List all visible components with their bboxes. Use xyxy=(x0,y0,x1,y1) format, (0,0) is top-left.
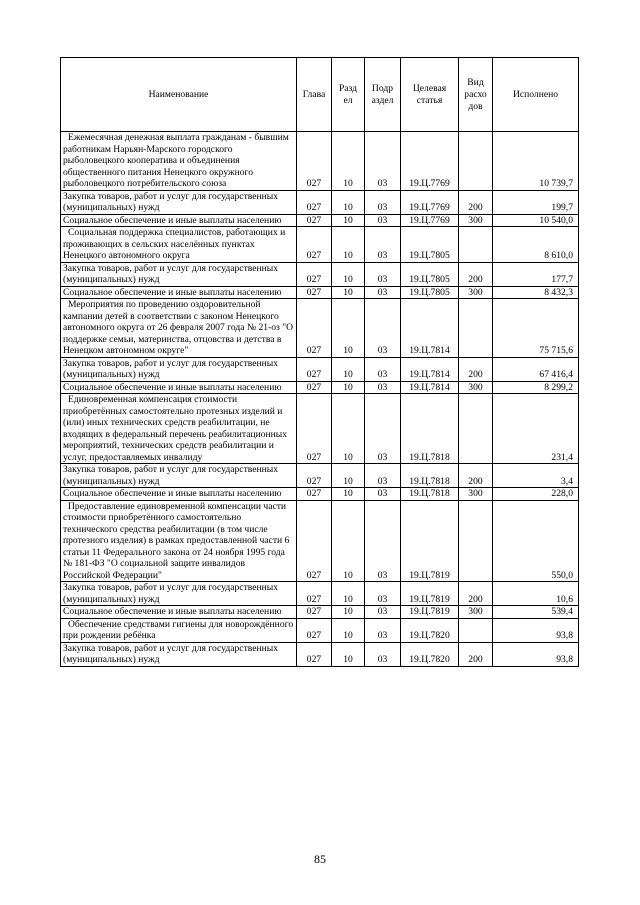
row-chapter-cell: 027 xyxy=(297,262,332,286)
row-chapter-cell: 027 xyxy=(297,227,332,263)
table-row xyxy=(61,214,579,227)
row-expense-type-cell: 200 xyxy=(459,642,493,666)
row-name-cell: Социальное обеспечение и иные выплаты населению xyxy=(61,214,297,227)
budget-execution-table xyxy=(60,57,579,667)
header-section: Разд ел xyxy=(332,58,365,132)
row-expense-type-cell xyxy=(459,394,493,464)
row-executed-cell: 228,0 xyxy=(493,488,579,501)
table-row xyxy=(61,488,579,501)
row-target-cell: 19.Ц.7805 xyxy=(401,286,459,299)
row-expense-type-cell: 300 xyxy=(459,606,493,619)
row-chapter-cell: 027 xyxy=(297,464,332,488)
row-expense-type-cell: 200 xyxy=(459,262,493,286)
table-row xyxy=(61,464,579,488)
table-row xyxy=(61,606,579,619)
row-target-cell: 19.Ц.7769 xyxy=(401,214,459,227)
row-subsection-cell: 03 xyxy=(365,286,401,299)
row-expense-type-cell: 200 xyxy=(459,357,493,381)
row-executed-cell: 8 299,2 xyxy=(493,381,579,394)
row-subsection-cell: 03 xyxy=(365,464,401,488)
row-target-cell: 19.Ц.7819 xyxy=(401,500,459,582)
row-name-cell: Ежемесячная денежная выплата гражданам - бывшим работникам Нарьян-Марского городского рыболовецкого кооператива и объединения общественного питания Ненецкого окружного рыболовецкого потребительского союза xyxy=(61,132,297,191)
row-executed-cell: 10 540,0 xyxy=(493,214,579,227)
row-expense-type-cell xyxy=(459,500,493,582)
header-executed: Исполнено xyxy=(493,58,579,132)
table-header-row xyxy=(61,58,579,132)
row-subsection-cell: 03 xyxy=(365,606,401,619)
header-subsection: Подр аздел xyxy=(365,58,401,132)
row-section-cell: 10 xyxy=(332,132,365,191)
table-row xyxy=(61,299,579,358)
row-section-cell: 10 xyxy=(332,190,365,214)
row-section-cell: 10 xyxy=(332,357,365,381)
row-target-cell: 19.Ц.7819 xyxy=(401,606,459,619)
row-section-cell: 10 xyxy=(332,381,365,394)
table-row xyxy=(61,286,579,299)
row-target-cell: 19.Ц.7818 xyxy=(401,394,459,464)
table-row xyxy=(61,190,579,214)
row-executed-cell: 550,0 xyxy=(493,500,579,582)
row-expense-type-cell xyxy=(459,299,493,358)
row-section-cell: 10 xyxy=(332,606,365,619)
row-chapter-cell: 027 xyxy=(297,394,332,464)
row-target-cell: 19.Ц.7769 xyxy=(401,132,459,191)
table-row xyxy=(61,618,579,642)
row-section-cell: 10 xyxy=(332,262,365,286)
row-subsection-cell: 03 xyxy=(365,500,401,582)
row-executed-cell: 75 715,6 xyxy=(493,299,579,358)
row-target-cell: 19.Ц.7814 xyxy=(401,299,459,358)
row-executed-cell: 231,4 xyxy=(493,394,579,464)
table-row xyxy=(61,381,579,394)
header-target-article: Целевая статья xyxy=(401,58,459,132)
table-row xyxy=(61,357,579,381)
row-chapter-cell: 027 xyxy=(297,381,332,394)
header-expense-type: Вид расхо дов xyxy=(459,58,493,132)
row-subsection-cell: 03 xyxy=(365,214,401,227)
row-chapter-cell: 027 xyxy=(297,299,332,358)
row-name-cell: Предоставление единовременной компенсации части стоимости приобретённого самостоятельно технического средства реабилитации (в том числе протезного изделия) в рамках предоставленной части 6 статьи 11 Федерального закона от 24 ноября 1995 года № 181-ФЗ "О социальной защите инвалидов Российской Федерации" xyxy=(61,500,297,582)
row-target-cell: 19.Ц.7814 xyxy=(401,357,459,381)
row-name-cell: Закупка товаров, работ и услуг для государственных (муниципальных) нужд xyxy=(61,190,297,214)
row-subsection-cell: 03 xyxy=(365,582,401,606)
row-executed-cell: 539,4 xyxy=(493,606,579,619)
table-row xyxy=(61,500,579,582)
row-name-cell: Закупка товаров, работ и услуг для государственных (муниципальных) нужд xyxy=(61,262,297,286)
row-target-cell: 19.Ц.7820 xyxy=(401,642,459,666)
row-expense-type-cell: 200 xyxy=(459,582,493,606)
row-expense-type-cell xyxy=(459,227,493,263)
row-subsection-cell: 03 xyxy=(365,190,401,214)
row-executed-cell: 93,8 xyxy=(493,618,579,642)
row-chapter-cell: 027 xyxy=(297,286,332,299)
table-row xyxy=(61,227,579,263)
row-target-cell: 19.Ц.7820 xyxy=(401,618,459,642)
row-subsection-cell: 03 xyxy=(365,357,401,381)
table-row xyxy=(61,394,579,464)
row-expense-type-cell: 200 xyxy=(459,464,493,488)
table-row xyxy=(61,642,579,666)
row-section-cell: 10 xyxy=(332,500,365,582)
row-executed-cell: 199,7 xyxy=(493,190,579,214)
row-name-cell: Социальное обеспечение и иные выплаты населению xyxy=(61,381,297,394)
row-target-cell: 19.Ц.7805 xyxy=(401,227,459,263)
table-row xyxy=(61,132,579,191)
row-expense-type-cell xyxy=(459,132,493,191)
row-target-cell: 19.Ц.7814 xyxy=(401,381,459,394)
row-section-cell: 10 xyxy=(332,214,365,227)
row-subsection-cell: 03 xyxy=(365,618,401,642)
row-chapter-cell: 027 xyxy=(297,618,332,642)
row-section-cell: 10 xyxy=(332,488,365,501)
row-expense-type-cell: 200 xyxy=(459,190,493,214)
row-chapter-cell: 027 xyxy=(297,642,332,666)
row-expense-type-cell: 300 xyxy=(459,214,493,227)
header-chapter: Глава xyxy=(297,58,332,132)
row-subsection-cell: 03 xyxy=(365,132,401,191)
row-section-cell: 10 xyxy=(332,582,365,606)
row-executed-cell: 8 432,3 xyxy=(493,286,579,299)
row-name-cell: Социальная поддержка специалистов, работающих и проживающих в сельских населённых пунктах Ненецкого автономного округа xyxy=(61,227,297,263)
row-executed-cell: 10,6 xyxy=(493,582,579,606)
row-expense-type-cell: 300 xyxy=(459,381,493,394)
row-target-cell: 19.Ц.7819 xyxy=(401,582,459,606)
row-subsection-cell: 03 xyxy=(365,488,401,501)
row-expense-type-cell: 300 xyxy=(459,488,493,501)
row-executed-cell: 67 416,4 xyxy=(493,357,579,381)
row-executed-cell: 3,4 xyxy=(493,464,579,488)
row-executed-cell: 93,8 xyxy=(493,642,579,666)
row-name-cell: Обеспечение средствами гигиены для новорождённого при рождении ребёнка xyxy=(61,618,297,642)
row-executed-cell: 8 610,0 xyxy=(493,227,579,263)
row-target-cell: 19.Ц.7818 xyxy=(401,488,459,501)
header-name: Наименование xyxy=(61,58,297,132)
row-expense-type-cell: 300 xyxy=(459,286,493,299)
row-chapter-cell: 027 xyxy=(297,132,332,191)
page-number: 85 xyxy=(314,852,326,866)
row-chapter-cell: 027 xyxy=(297,357,332,381)
row-name-cell: Закупка товаров, работ и услуг для государственных (муниципальных) нужд xyxy=(61,357,297,381)
row-name-cell: Закупка товаров, работ и услуг для государственных (муниципальных) нужд xyxy=(61,464,297,488)
row-chapter-cell: 027 xyxy=(297,582,332,606)
row-subsection-cell: 03 xyxy=(365,299,401,358)
row-chapter-cell: 027 xyxy=(297,500,332,582)
row-chapter-cell: 027 xyxy=(297,214,332,227)
row-name-cell: Мероприятия по проведению оздоровительной кампании детей в соответствии с законом Ненецкого автономного округа от 26 февраля 2007 года № 21-оз "О поддержке семьи, материнства, отцовства и детства в Ненецком автономном округе" xyxy=(61,299,297,358)
row-name-cell: Социальное обеспечение и иные выплаты населению xyxy=(61,606,297,619)
row-target-cell: 19.Ц.7769 xyxy=(401,190,459,214)
row-name-cell: Единовременная компенсация стоимости приобретённых самостоятельно протезных изделий и (или) иных технических средств реабилитации, не входящих в федеральный перечень реабилитационных мероприятий, технических средств реабилитации и услуг, предоставляемых инвалиду xyxy=(61,394,297,464)
row-name-cell: Закупка товаров, работ и услуг для государственных (муниципальных) нужд xyxy=(61,582,297,606)
row-subsection-cell: 03 xyxy=(365,381,401,394)
row-subsection-cell: 03 xyxy=(365,262,401,286)
row-section-cell: 10 xyxy=(332,394,365,464)
row-name-cell: Социальное обеспечение и иные выплаты населению xyxy=(61,488,297,501)
row-subsection-cell: 03 xyxy=(365,394,401,464)
row-executed-cell: 177,7 xyxy=(493,262,579,286)
row-subsection-cell: 03 xyxy=(365,227,401,263)
table-body xyxy=(61,132,579,667)
row-name-cell: Социальное обеспечение и иные выплаты населению xyxy=(61,286,297,299)
row-subsection-cell: 03 xyxy=(365,642,401,666)
row-name-cell: Закупка товаров, работ и услуг для государственных (муниципальных) нужд xyxy=(61,642,297,666)
row-section-cell: 10 xyxy=(332,227,365,263)
row-chapter-cell: 027 xyxy=(297,190,332,214)
row-section-cell: 10 xyxy=(332,299,365,358)
row-expense-type-cell xyxy=(459,618,493,642)
row-chapter-cell: 027 xyxy=(297,488,332,501)
row-section-cell: 10 xyxy=(332,642,365,666)
row-target-cell: 19.Ц.7818 xyxy=(401,464,459,488)
row-executed-cell: 10 739,7 xyxy=(493,132,579,191)
row-target-cell: 19.Ц.7805 xyxy=(401,262,459,286)
table-row xyxy=(61,582,579,606)
table-row xyxy=(61,262,579,286)
row-section-cell: 10 xyxy=(332,464,365,488)
row-chapter-cell: 027 xyxy=(297,606,332,619)
row-section-cell: 10 xyxy=(332,286,365,299)
row-section-cell: 10 xyxy=(332,618,365,642)
